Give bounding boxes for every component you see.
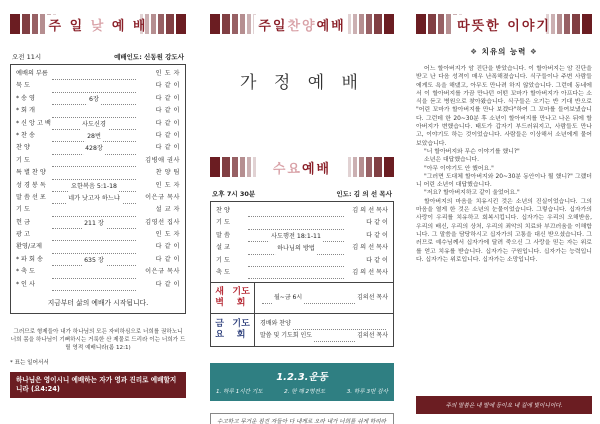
- order-item: 특 별 찬 양: [16, 169, 46, 177]
- standing-note: * 표는 일어서서: [10, 360, 49, 367]
- order-item: * 인 사: [16, 280, 35, 288]
- order-person: 김 의 선 목사: [352, 244, 388, 252]
- order-item: * 축 도: [16, 268, 35, 276]
- order-person: 다 같 이: [155, 280, 180, 288]
- order-person: 다 같 이: [366, 231, 388, 239]
- order-person: 김 의 선 목사: [352, 268, 388, 276]
- order-item: 기 도: [216, 256, 230, 264]
- order-person: 다 같 이: [366, 256, 388, 264]
- order-row: [16, 192, 180, 204]
- header-bars-left: [210, 157, 256, 177]
- friday-prayer-label: 금요 기도회: [211, 314, 255, 346]
- friday-row-praise: 경배와 찬양: [260, 318, 388, 330]
- dawn-prayer-box: [210, 283, 394, 314]
- order-item: * 송 영: [16, 94, 35, 102]
- order-item: 축 도: [216, 268, 230, 276]
- friday-prayer-box: [210, 314, 394, 347]
- order-item: 기 도: [16, 156, 30, 164]
- order-item: 예배의 부름: [16, 69, 48, 77]
- order-row: [16, 204, 180, 216]
- order-person: 설 교 자: [155, 206, 180, 214]
- movement-item: 2. 한 해 2명전도: [284, 389, 326, 396]
- order-person: 다 같 이: [155, 243, 180, 251]
- order-person: 김영선 집사: [145, 218, 180, 226]
- worship-order-box: [10, 64, 186, 314]
- home-worship-column: [204, 0, 400, 424]
- order-row: [216, 267, 388, 279]
- rest-quote: 수고하고 무거운 짐진 자들아 다 내게로 오라 내가 너희를 쉬게 하리라: [210, 413, 394, 424]
- order-row: [216, 242, 388, 254]
- order-row: [16, 155, 180, 167]
- worship-leader: 예배인도: 신동원 강도사: [114, 53, 184, 61]
- order-row: [16, 241, 180, 253]
- movement-item: 1. 하루 1시간 기도: [216, 389, 263, 396]
- order-item: 찬 양: [216, 206, 230, 214]
- order-detail: 211 장: [82, 218, 106, 230]
- header-bars-right: [140, 14, 186, 34]
- order-item: 기 도: [16, 206, 30, 214]
- ornament-icon: ❖: [470, 47, 478, 56]
- story-paragraph: "아무 이야기도 안 했어요.": [424, 165, 494, 172]
- header-bars-left: [210, 14, 256, 34]
- order-person: 이은규 목사: [145, 268, 180, 276]
- ornament-icon: ❖: [530, 47, 538, 56]
- order-person: 다 같 이: [155, 255, 180, 263]
- movement-item: 3. 하루 3번 감사: [346, 389, 388, 396]
- order-row: [16, 254, 180, 266]
- order-row: [216, 217, 388, 229]
- order-item: * 회 개: [16, 107, 35, 115]
- order-item: 찬 양: [16, 144, 30, 152]
- closing-line: 지금부터 삶의 예배가 시작됩니다.: [47, 299, 149, 308]
- story-paragraph: 할아버지의 마음을 치유시킨 것은 소년의 진실이었습니다. 그의 마음을 열게 한 것은 소년의 눈물이었습니다. 그렇습니다. 십자가의 사랑이 우리를 치유하고 회복시킵니다. 십자가는 우리의 오해받음, 우리의 배신, 우리의 상처, 우리의 죄악의 치료와 부끄러움을 이해합니다. 그 말씀을 담당하시고 십자가의 고통을 대신 받으셨습니다. 그러므로 예수님께서 십자가에 달려 죽으신 그 사랑을 믿는 자는 위로를 얻고 치유를 받습니다. 십자가는 구원입니다. 십자가는 능력입니다. 십자가는 위로입니다. 십자가는 소망입니다.: [416, 198, 592, 263]
- order-row: [16, 68, 180, 80]
- order-row: [216, 205, 388, 217]
- sunday-worship-column: [0, 0, 196, 424]
- order-row: [16, 229, 180, 241]
- warm-story-column: [408, 0, 600, 424]
- dawn-prayer-row: 월~금 6시 김의선 목사: [260, 292, 388, 304]
- wednesday-time: 오후 7시 30분: [212, 190, 256, 198]
- order-item: 광 고: [16, 231, 30, 239]
- order-person: 다 같 이: [155, 119, 180, 127]
- order-row: [16, 266, 180, 278]
- order-detail: 6장: [87, 94, 101, 106]
- order-detail: 28번: [85, 131, 103, 143]
- warm-story-header: [416, 10, 592, 38]
- order-detail: 하나님의 방법: [275, 243, 317, 255]
- order-item: 말 씀 선 포: [16, 193, 46, 201]
- home-worship-title: 가 정 예 배: [240, 73, 364, 93]
- order-person: 인 도 자: [155, 231, 180, 239]
- order-detail: 428장: [83, 143, 105, 155]
- order-person: 찬 양 팀: [155, 169, 180, 177]
- order-row: [16, 130, 180, 142]
- dawn-prayer-label: 새벽 기도회: [211, 283, 255, 313]
- header-bars-right: [546, 14, 592, 34]
- header-bars-right: [348, 157, 394, 177]
- story-paragraph: "저요? 할아버지하고 같이 울었어요.": [424, 190, 520, 197]
- wednesday-worship-header: [210, 153, 394, 181]
- warm-story-title: 따뜻한 이야기: [453, 15, 555, 34]
- wednesday-worship-title: 수요예배: [269, 158, 335, 177]
- order-row: [16, 217, 180, 229]
- praise-worship-title: 주일찬양예배: [254, 15, 349, 34]
- order-row: [16, 118, 180, 130]
- order-person: 다 같 이: [155, 144, 180, 152]
- order-row: [16, 105, 180, 117]
- movement-banner: [210, 363, 394, 401]
- movement-items: [216, 387, 388, 395]
- sunday-worship-info: [10, 52, 186, 61]
- header-bars-right: [348, 14, 394, 34]
- order-person: 인 도 자: [155, 181, 180, 189]
- order-person: 다 같 이: [366, 219, 388, 227]
- bible-verse: 그러므로 형제들아 내가 하나님의 모든 자비하심으로 너희를 권하노니 너희 몸을 하나님이 기뻐하시는 거룩한 산 제물로 드리라 이는 너희가 드릴 영적 예배니라(롬 12:1): [10, 329, 186, 352]
- order-item: 말 씀: [216, 231, 230, 239]
- order-person: 김병애 권사: [145, 156, 180, 164]
- friday-row-prayer: 말씀 및 기도회 인도 김의선 목사: [260, 330, 388, 342]
- order-item: 환영/교제: [16, 243, 42, 251]
- order-row: [16, 80, 180, 92]
- story-subtitle: ❖ 치유의 능력 ❖: [470, 47, 538, 56]
- order-item: 설 교: [216, 244, 230, 252]
- order-row: [16, 180, 180, 192]
- order-item: * 찬 송: [16, 131, 35, 139]
- order-detail: 네가 낫고자 하느냐: [66, 193, 122, 205]
- story-paragraph: 소년은 대답했습니다.: [424, 157, 479, 164]
- movement-title: 1.2.3.운동: [276, 372, 328, 384]
- order-person: 인 도 자: [155, 69, 180, 77]
- story-paragraph: "그러면 도대체 할아버지와 20~30분 동안이나 뭘 했니?" 그랬더니 어린 소년이 대답했습니다.: [416, 173, 592, 189]
- verse-banner: 하나님은 영이시니 예배하는 자가 영과 진리로 예배할지니라 (요4:24): [10, 372, 186, 398]
- order-detail: 사도신경: [80, 119, 108, 131]
- sunday-worship-header: [10, 10, 186, 38]
- order-row: [16, 279, 180, 291]
- story-text: [416, 65, 592, 264]
- order-item: 기 도: [216, 219, 230, 227]
- order-row: [216, 230, 388, 242]
- order-item: * 파 회 송: [16, 255, 43, 263]
- order-person: 김 의 선 목사: [352, 206, 388, 214]
- worship-time: 오전 11시: [12, 53, 42, 61]
- order-row: [16, 142, 180, 154]
- story-paragraph: 어느 할아버지가 암 진단을 받았습니다. 이 할아버지는 암 진단을 받고 난 다음 성격이 매우 난폭해졌습니다. 식구들이나 주변 사람들에게도 욕을 해댔고, 아무도 만나려 하지 않았습니다. 그런데 동네에서 이 할아버지를 가끔 만나던 어떤 꼬마가 할아버지가 아프다는 소식을 듣고 병원으로 찾아왔습니다. 식구들은 오기는 반 기대 반으로 "어린 꼬마가 할아버지를 만나 보겠다"하여 그 꼬마를 들여보냈습니다. 그런데 한 20~30분 후 소년이 할아버지를 만나고 나온 뒤에 할아버지가 변했습니다. 태도가 갑자기 부드러워지고, 사람들도 만나고, 이야기도 하는 것이었습니다. 사람들은 이상해서 소년에게 물어 보았습니다.: [416, 66, 592, 147]
- order-item: 성 경 봉 독: [16, 181, 46, 189]
- order-person: 다 같 이: [155, 131, 180, 139]
- order-person: 이은규 목사: [145, 193, 180, 201]
- wednesday-leader: 인도: 김 의 선 목사: [336, 190, 392, 198]
- order-item: 헌 금: [16, 218, 30, 226]
- wednesday-worship-info: [210, 189, 394, 198]
- order-row: [16, 93, 180, 105]
- order-detail: 요한복음 5:1-18: [69, 181, 119, 193]
- verse-banner: 주의 말씀은 내 발에 등이요 내 길에 빛이니이다.: [416, 396, 592, 414]
- order-detail: 사도행전 18:1-11: [269, 231, 323, 243]
- wednesday-order-box: [210, 201, 394, 283]
- order-row: [16, 167, 180, 179]
- sunday-worship-title: 주 일 낮 예 배: [45, 15, 152, 34]
- order-item: 묵 도: [16, 82, 30, 90]
- order-detail: 635 장: [82, 255, 106, 267]
- order-person: 다 같 이: [155, 82, 180, 90]
- order-row: [216, 255, 388, 267]
- order-person: 다 같 이: [155, 107, 180, 115]
- praise-worship-header: [210, 10, 394, 38]
- order-person: 다 같 이: [155, 94, 180, 102]
- story-paragraph: "너 할아버지와 무슨 이야기를 했니?": [424, 148, 520, 155]
- order-item: * 신 앙 고 백: [16, 119, 51, 127]
